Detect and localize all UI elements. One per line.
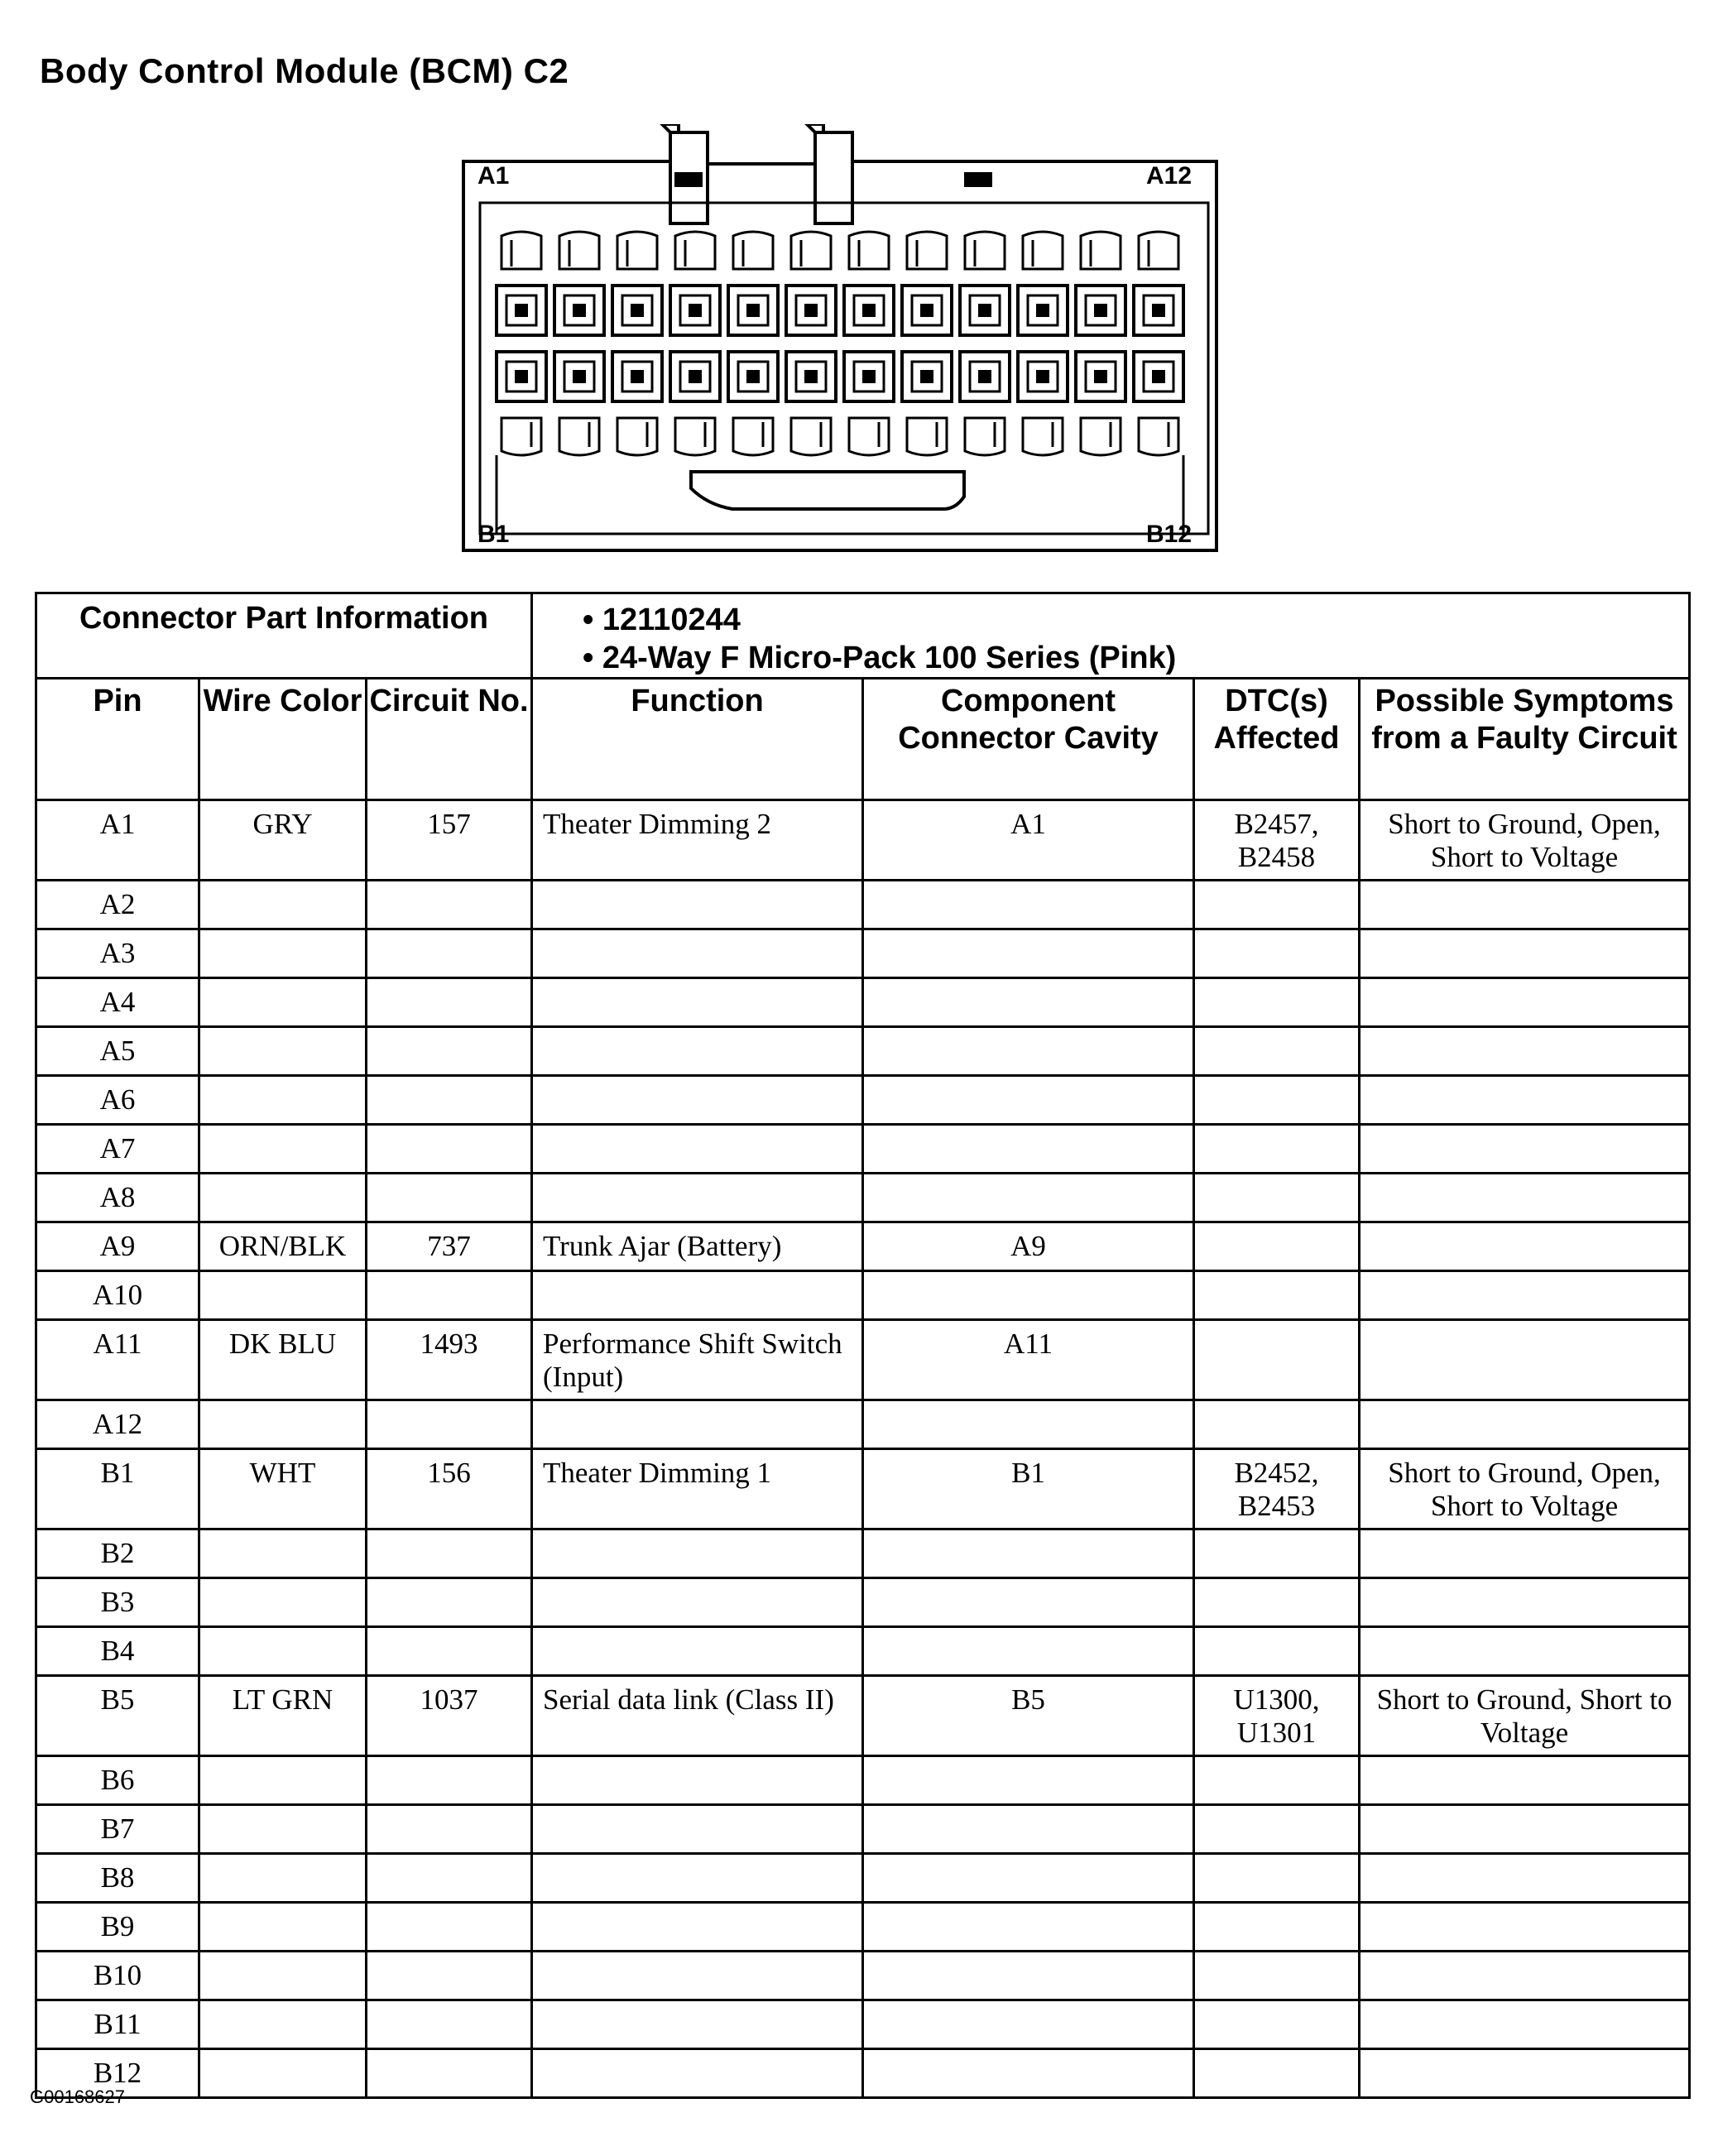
cavity-tab <box>559 418 599 455</box>
cavity-cell <box>863 1952 1194 2000</box>
cavity-cell <box>863 1805 1194 1854</box>
table-row <box>36 1222 1690 1271</box>
dtc-cell: U1300, U1301 <box>1194 1676 1360 1756</box>
function-cell <box>532 1400 863 1449</box>
connector-info-value <box>532 593 1690 679</box>
function-cell: Serial data link (Class II) <box>532 1676 863 1756</box>
function-cell <box>532 2000 863 2049</box>
wire-color-cell <box>199 1903 367 1952</box>
cavity-tab <box>617 232 657 269</box>
circuit-cell <box>367 1805 532 1854</box>
header-wire-color: Wire Color <box>199 679 367 800</box>
circuit-cell <box>367 2049 532 2098</box>
wire-color-cell <box>199 2000 367 2049</box>
symptoms-cell: Short to Ground, Short to Voltage <box>1360 1676 1690 1756</box>
part-number: • 12110244 <box>583 603 741 637</box>
circuit-cell: 157 <box>367 800 532 881</box>
wire-color-cell <box>199 1578 367 1627</box>
wire-color-cell <box>199 2049 367 2098</box>
wire-color-cell <box>199 1076 367 1125</box>
cavity-tab <box>965 418 1005 455</box>
dtc-cell <box>1194 978 1360 1027</box>
cavity-tab <box>791 232 831 269</box>
wire-color-cell <box>199 1854 367 1903</box>
dtc-cell <box>1194 1529 1360 1578</box>
cavity-cell <box>863 1627 1194 1676</box>
cavity-tab <box>501 418 541 455</box>
cavity-cell <box>863 1027 1194 1076</box>
wire-color-cell <box>199 1027 367 1076</box>
cavity-tab <box>1139 418 1178 455</box>
cavity-tab <box>907 232 947 269</box>
circuit-cell <box>367 1174 532 1222</box>
table-row <box>36 1578 1690 1627</box>
function-cell <box>532 1627 863 1676</box>
dtc-cell <box>1194 1174 1360 1222</box>
dtc-cell: B2457, B2458 <box>1194 800 1360 881</box>
symptoms-cell <box>1360 1952 1690 2000</box>
cavity-tab <box>849 418 889 455</box>
wire-color-cell <box>199 881 367 929</box>
circuit-cell <box>367 1952 532 2000</box>
pin-cell: A10 <box>36 1271 199 1320</box>
cavity-cell <box>863 1903 1194 1952</box>
function-cell <box>532 1952 863 2000</box>
table-row <box>36 1854 1690 1903</box>
pin-cell: A9 <box>36 1222 199 1271</box>
cavity-tab <box>849 232 889 269</box>
cavity-cell <box>863 1271 1194 1320</box>
function-cell: Theater Dimming 2 <box>532 800 863 881</box>
circuit-cell <box>367 1076 532 1125</box>
circuit-cell: 1037 <box>367 1676 532 1756</box>
header-pin: Pin <box>36 679 199 800</box>
header-circuit-no: Circuit No. <box>367 679 532 800</box>
symptoms-cell <box>1360 1174 1690 1222</box>
pin-cell: A12 <box>36 1400 199 1449</box>
symptoms-cell <box>1360 978 1690 1027</box>
wire-color-cell <box>199 978 367 1027</box>
pin-rows <box>36 800 1690 2098</box>
wire-color-cell <box>199 1125 367 1174</box>
dtc-cell <box>1194 881 1360 929</box>
header-symptoms: Possible Symptoms from a Faulty Circuit <box>1360 679 1690 800</box>
dtc-cell <box>1194 1627 1360 1676</box>
pin-cell: B4 <box>36 1627 199 1676</box>
function-cell <box>532 1174 863 1222</box>
wire-color-cell <box>199 1952 367 2000</box>
symptoms-cell <box>1360 881 1690 929</box>
symptoms-cell <box>1360 1076 1690 1125</box>
symptoms-cell <box>1360 1578 1690 1627</box>
table-row <box>36 1903 1690 1952</box>
pin-cell: A3 <box>36 929 199 978</box>
function-cell <box>532 1903 863 1952</box>
wire-color-cell: WHT <box>199 1449 367 1529</box>
cavity-cell <box>863 1854 1194 1903</box>
table-row <box>36 1756 1690 1805</box>
dtc-cell <box>1194 1578 1360 1627</box>
symptoms-cell <box>1360 2000 1690 2049</box>
symptoms-cell: Short to Ground, Open, Short to Voltage <box>1360 800 1690 881</box>
circuit-cell <box>367 929 532 978</box>
symptoms-cell <box>1360 1222 1690 1271</box>
pin-cell: A11 <box>36 1320 199 1400</box>
cavity-tab <box>733 232 773 269</box>
cavity-cell <box>863 1578 1194 1627</box>
symptoms-cell <box>1360 1903 1690 1952</box>
connector-info-label: Connector Part Information <box>36 593 532 679</box>
cavity-cell: B1 <box>863 1449 1194 1529</box>
circuit-cell: 156 <box>367 1449 532 1529</box>
cavity-cell <box>863 2049 1194 2098</box>
symptoms-cell <box>1360 929 1690 978</box>
table-row <box>36 978 1690 1027</box>
wire-color-cell <box>199 1174 367 1222</box>
symptoms-cell <box>1360 1627 1690 1676</box>
cavity-cell: A9 <box>863 1222 1194 1271</box>
cavity-grid <box>497 232 1183 455</box>
table-row <box>36 1449 1690 1529</box>
table-row <box>36 929 1690 978</box>
cavity-tab <box>907 418 947 455</box>
dtc-cell <box>1194 1271 1360 1320</box>
symptoms-cell <box>1360 1805 1690 1854</box>
function-cell: Theater Dimming 1 <box>532 1449 863 1529</box>
dtc-cell <box>1194 2049 1360 2098</box>
label-b1: B1 <box>477 521 510 548</box>
cavity-tab <box>1023 232 1063 269</box>
dtc-cell: B2452, B2453 <box>1194 1449 1360 1529</box>
function-cell <box>532 1125 863 1174</box>
pin-cell: B5 <box>36 1676 199 1756</box>
pin-cell: A8 <box>36 1174 199 1222</box>
cavity-cell <box>863 1076 1194 1125</box>
wire-color-cell <box>199 1805 367 1854</box>
symptoms-cell <box>1360 1400 1690 1449</box>
wire-color-cell: GRY <box>199 800 367 881</box>
cavity-cell <box>863 1756 1194 1805</box>
pin-cell: B8 <box>36 1854 199 1903</box>
table-row <box>36 1952 1690 2000</box>
dtc-cell <box>1194 1222 1360 1271</box>
symptoms-cell <box>1360 2049 1690 2098</box>
circuit-cell <box>367 1125 532 1174</box>
cavity-tab <box>559 232 599 269</box>
circuit-cell: 1493 <box>367 1320 532 1400</box>
connector-outline <box>463 132 1217 550</box>
symptoms-cell <box>1360 1854 1690 1903</box>
wire-color-cell <box>199 1271 367 1320</box>
circuit-cell <box>367 1903 532 1952</box>
circuit-cell <box>367 881 532 929</box>
dtc-cell <box>1194 1805 1360 1854</box>
wire-color-cell: DK BLU <box>199 1320 367 1400</box>
pin-table <box>35 592 1691 2099</box>
table-row <box>36 2000 1690 2049</box>
cavity-tab <box>791 418 831 455</box>
circuit-cell <box>367 1578 532 1627</box>
table-row <box>36 1320 1690 1400</box>
symptoms-cell <box>1360 1320 1690 1400</box>
pin-cell: B2 <box>36 1529 199 1578</box>
figure-id: G00168627 <box>30 2086 125 2107</box>
wire-color-cell <box>199 1756 367 1805</box>
table-row <box>36 881 1690 929</box>
function-cell <box>532 1271 863 1320</box>
circuit-cell <box>367 1756 532 1805</box>
cavity-tab <box>1081 232 1121 269</box>
symptoms-cell <box>1360 1529 1690 1578</box>
pin-cell: B3 <box>36 1578 199 1627</box>
symptoms-cell <box>1360 1125 1690 1174</box>
header-component-cavity: Component Connector Cavity <box>863 679 1194 800</box>
symptoms-cell <box>1360 1027 1690 1076</box>
cavity-tab <box>1023 418 1063 455</box>
circuit-cell: 737 <box>367 1222 532 1271</box>
cavity-cell <box>863 929 1194 978</box>
cavity-cell: B5 <box>863 1676 1194 1756</box>
function-cell: Trunk Ajar (Battery) <box>532 1222 863 1271</box>
dtc-cell <box>1194 1027 1360 1076</box>
dtc-cell <box>1194 1125 1360 1174</box>
dtc-cell <box>1194 929 1360 978</box>
circuit-cell <box>367 978 532 1027</box>
wire-color-cell: ORN/BLK <box>199 1222 367 1271</box>
pin-cell: A4 <box>36 978 199 1027</box>
table-row <box>36 1076 1690 1125</box>
table-row <box>36 2049 1690 2098</box>
cavity-cell <box>863 978 1194 1027</box>
function-cell <box>532 1529 863 1578</box>
wire-color-cell <box>199 1400 367 1449</box>
pin-cell: A1 <box>36 800 199 881</box>
table-row <box>36 1027 1690 1076</box>
cavity-tab <box>733 418 773 455</box>
table-row <box>36 1627 1690 1676</box>
pin-cell: A5 <box>36 1027 199 1076</box>
pin-cell: B11 <box>36 2000 199 2049</box>
table-row <box>36 1529 1690 1578</box>
cavity-cell: A1 <box>863 800 1194 881</box>
circuit-cell <box>367 2000 532 2049</box>
label-a1: A1 <box>477 162 510 190</box>
cavity-cell <box>863 2000 1194 2049</box>
table-row <box>36 1174 1690 1222</box>
cavity-tab <box>617 418 657 455</box>
wire-color-cell <box>199 1529 367 1578</box>
cavity-tab <box>675 418 715 455</box>
dtc-cell <box>1194 1076 1360 1125</box>
lock-slot <box>691 472 964 509</box>
circuit-cell <box>367 1627 532 1676</box>
cavity-cell <box>863 1400 1194 1449</box>
function-cell <box>532 2049 863 2098</box>
symptoms-cell <box>1360 1756 1690 1805</box>
dtc-cell <box>1194 1903 1360 1952</box>
circuit-cell <box>367 1400 532 1449</box>
wire-color-cell: LT GRN <box>199 1676 367 1756</box>
cavity-tab <box>1081 418 1121 455</box>
dtc-cell <box>1194 1854 1360 1903</box>
table-row <box>36 800 1690 881</box>
header-dtcs: DTC(s) Affected <box>1194 679 1360 800</box>
cavity-tab <box>1139 232 1178 269</box>
cavity-tab <box>501 232 541 269</box>
pin-cell: A2 <box>36 881 199 929</box>
pin-cell: B1 <box>36 1449 199 1529</box>
table-row <box>36 1400 1690 1449</box>
cavity-cell <box>863 1125 1194 1174</box>
cavity-tab <box>965 232 1005 269</box>
dtc-cell <box>1194 2000 1360 2049</box>
wire-color-cell <box>199 1627 367 1676</box>
symptoms-cell: Short to Ground, Open, Short to Voltage <box>1360 1449 1690 1529</box>
table-row <box>36 1805 1690 1854</box>
dtc-cell <box>1194 1400 1360 1449</box>
label-a12: A12 <box>1146 162 1193 190</box>
pin-cell: B10 <box>36 1952 199 2000</box>
function-cell <box>532 929 863 978</box>
cavity-cell <box>863 1529 1194 1578</box>
table-row <box>36 1125 1690 1174</box>
page-title: Body Control Module (BCM) C2 <box>40 51 569 90</box>
connector-diagram <box>459 124 1221 555</box>
function-cell <box>532 1805 863 1854</box>
pin-cell: A6 <box>36 1076 199 1125</box>
function-cell <box>532 881 863 929</box>
pin-cell: B9 <box>36 1903 199 1952</box>
circuit-cell <box>367 1027 532 1076</box>
function-cell <box>532 1756 863 1805</box>
circuit-cell <box>367 1529 532 1578</box>
header-function: Function <box>532 679 863 800</box>
table-row <box>36 1271 1690 1320</box>
dtc-cell <box>1194 1320 1360 1400</box>
dtc-cell <box>1194 1952 1360 2000</box>
label-b12: B12 <box>1146 521 1193 548</box>
function-cell <box>532 1854 863 1903</box>
wire-color-cell <box>199 929 367 978</box>
function-cell: Performance Shift Switch (Input) <box>532 1320 863 1400</box>
cavity-cell <box>863 881 1194 929</box>
cavity-cell: A11 <box>863 1320 1194 1400</box>
function-cell <box>532 1076 863 1125</box>
pin-cell: B6 <box>36 1756 199 1805</box>
pin-cell: B12 <box>36 2049 199 2098</box>
pin-cell: B7 <box>36 1805 199 1854</box>
circuit-cell <box>367 1271 532 1320</box>
right-latch <box>807 124 852 223</box>
function-cell <box>532 1027 863 1076</box>
function-cell <box>532 1578 863 1627</box>
table-row <box>36 1676 1690 1756</box>
cavity-tab <box>675 232 715 269</box>
function-cell <box>532 978 863 1027</box>
symptoms-cell <box>1360 1271 1690 1320</box>
connector-description: • 24-Way F Micro-Pack 100 Series (Pink) <box>583 641 1177 675</box>
dtc-cell <box>1194 1756 1360 1805</box>
cavity-cell <box>863 1174 1194 1222</box>
circuit-cell <box>367 1854 532 1903</box>
pin-cell: A7 <box>36 1125 199 1174</box>
